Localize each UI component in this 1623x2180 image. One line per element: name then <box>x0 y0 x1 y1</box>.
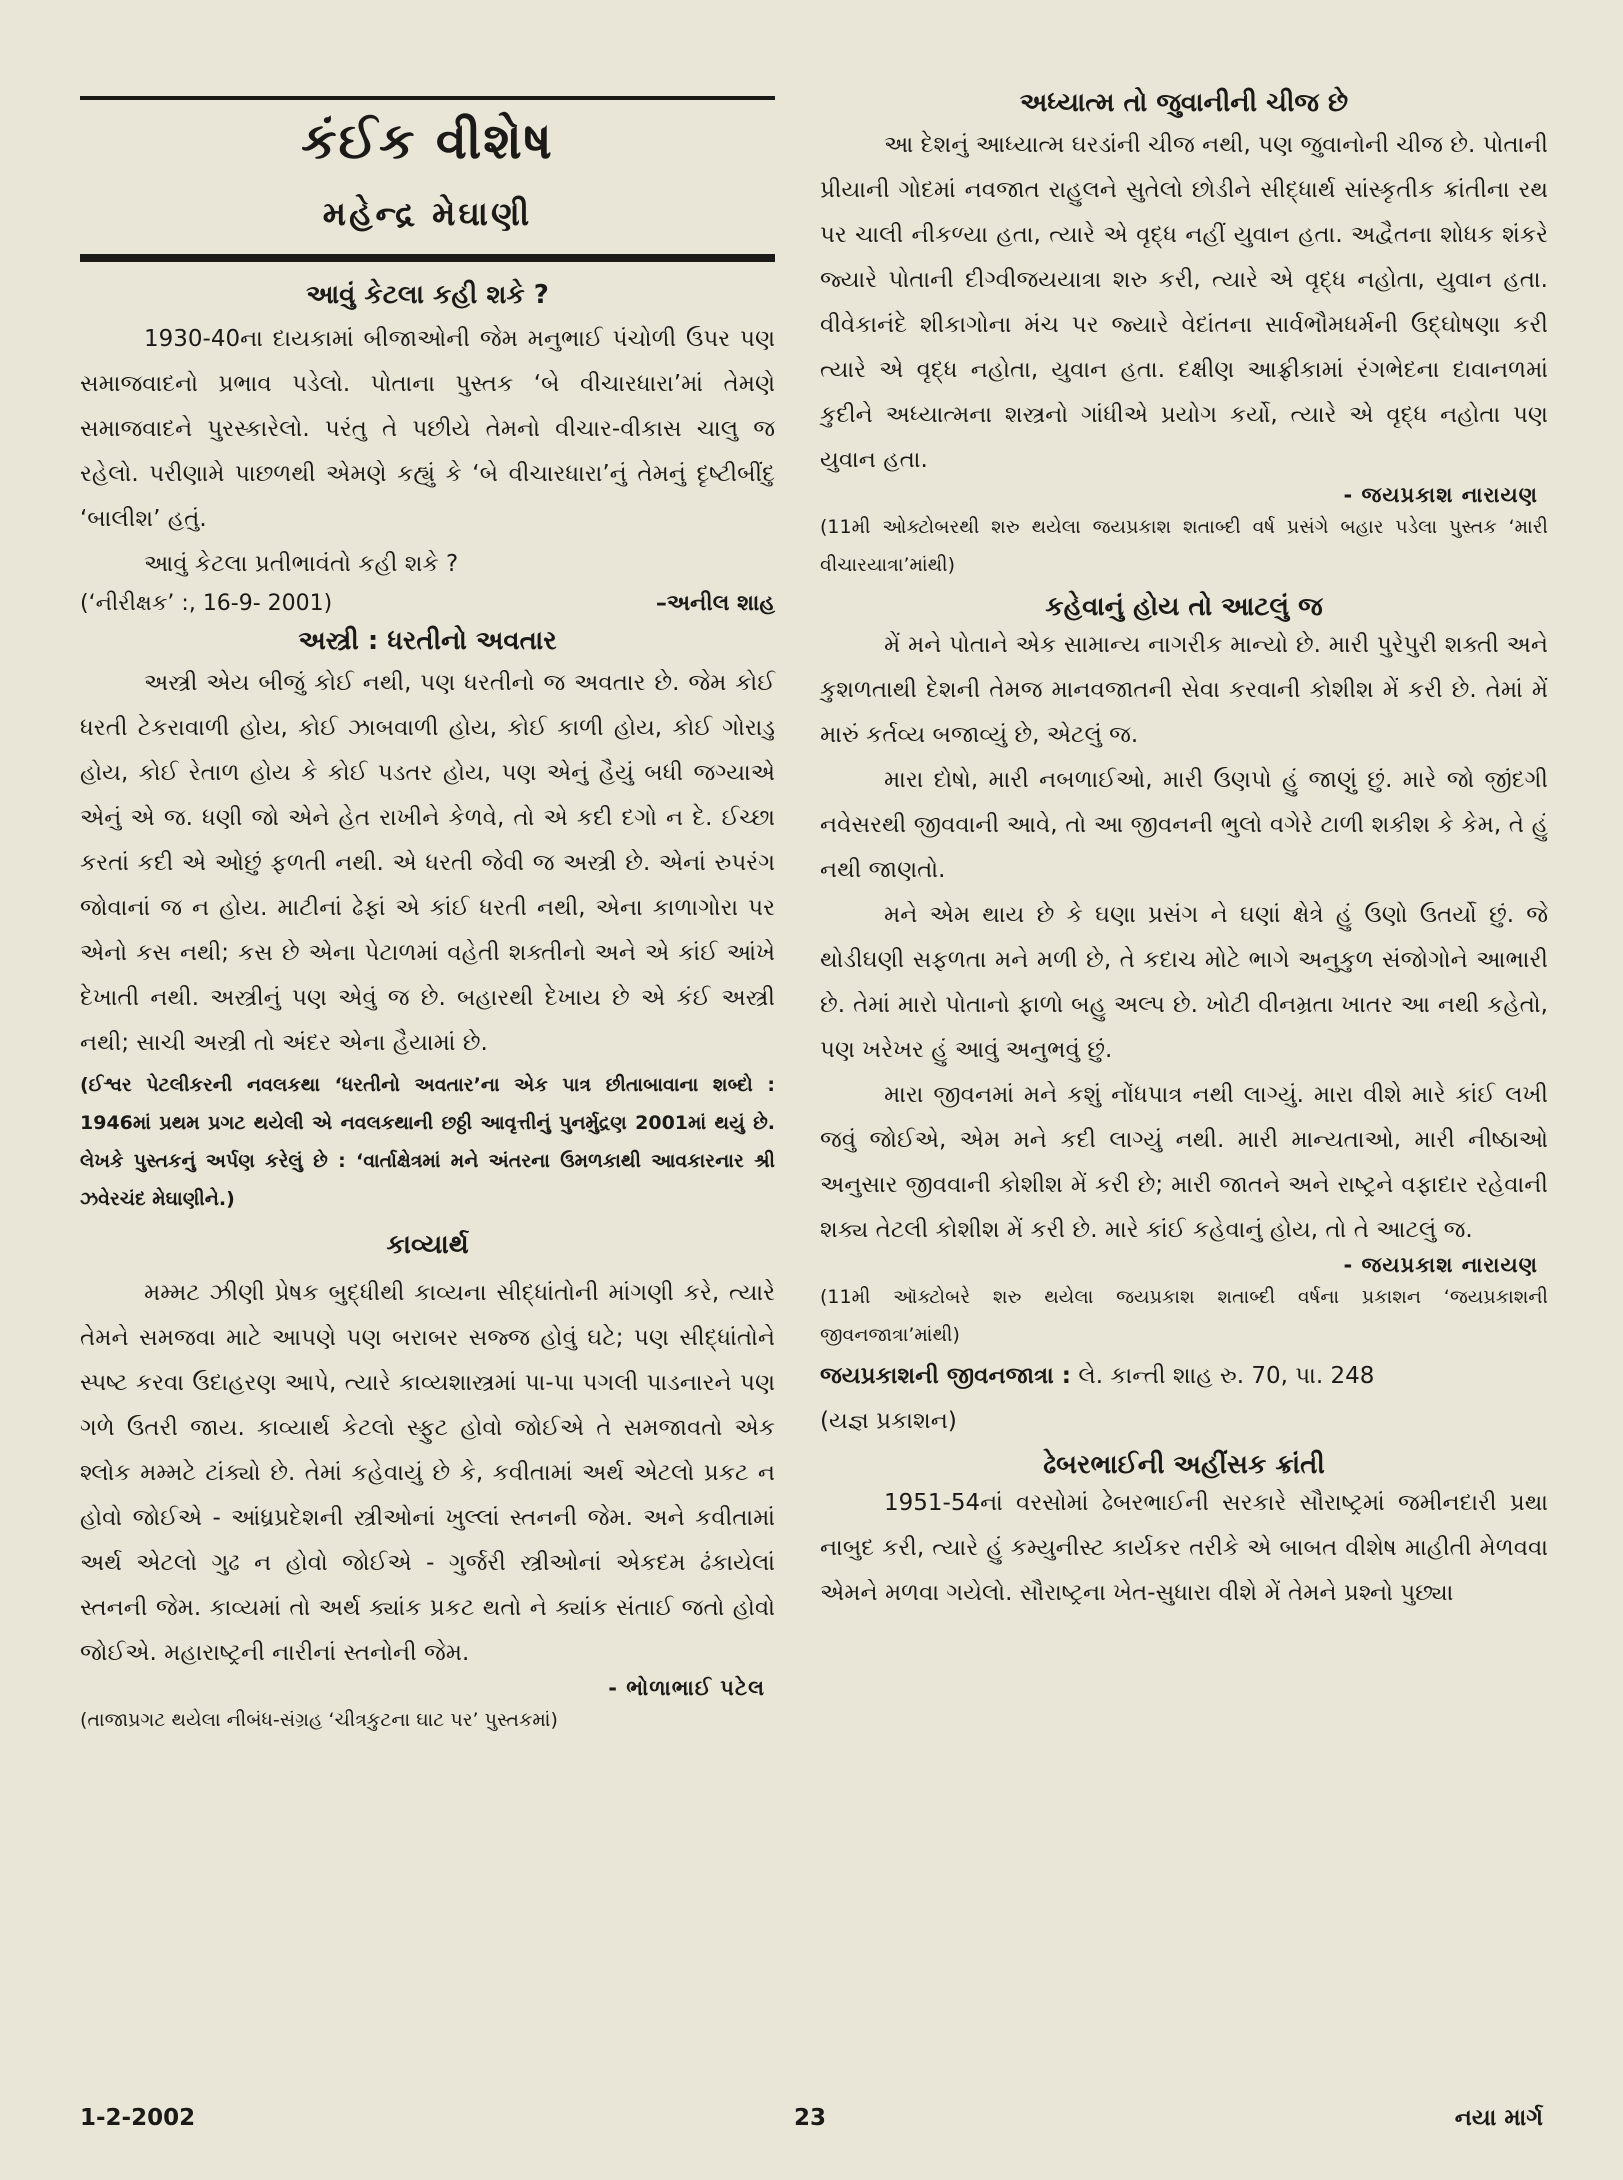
article-heading: કહેવાનું હોય તો આટલું જ <box>1045 592 1323 622</box>
column-author: મહેન્દ્ર મેઘાણી <box>322 194 533 233</box>
article-paragraph: આવું કેટલા પ્રતીભાવંતો કહી શકે ? <box>144 551 459 577</box>
article-paragraph: મેં મને પોતાને એક સામાન્ય નાગરીક માન્યો છે. મારી પુરેપુરી શક્તી અને કુશળતાથી દેશની તેમજ માનવજાતની સેવા કરવાની કોશીશ મેં કરી છે. તેમાં મેં મારું કર્તવ્ય બજાવ્યું છે, એટલું જ. <box>820 632 1548 748</box>
magazine-name: નયા માર્ગ <box>1454 2105 1543 2131</box>
article-signature: - જયપ્રકાશ નારાયણ <box>1343 483 1538 507</box>
issue-date: 1-2-2002 <box>80 2105 196 2131</box>
article-signature: - જયપ્રકાશ નારાયણ <box>1343 1253 1538 1277</box>
article-heading: કાવ્યાર્થ <box>386 1230 469 1260</box>
column-title: કંઈક વીશેષ <box>301 112 554 170</box>
article-astri <box>80 626 775 1218</box>
article-kavyarth <box>80 1230 775 1739</box>
right-column <box>820 88 1548 1616</box>
book-title: જયપ્રકાશની જીવનજાત્રા : <box>820 1363 1072 1389</box>
article-note: (ઈશ્વર પેટલીકરની નવલકથા ‘ધરતીનો અવતાર’ના એક પાત્ર છીતાબાવાના શબ્દો : 1946માં પ્રથમ પ્રગટ થયેલી એ નવલકથાની છઠ્ઠી આવૃત્તીનું પુનર્મુદ્રણ 2001માં થયું છે. લેખકે પુસ્તકનું અર્પણ કરેલું છે : ‘વાર્તાક્ષેત્રમાં મને અંતરના ઉમળકાથી આવકારનાર શ્રી ઝવેરચંદ મેઘાણીને.) <box>80 1074 775 1210</box>
article-heading: આવું કેટલા કહી શકે ? <box>306 280 549 310</box>
book-info <box>820 1354 1548 1399</box>
masthead-top-rule <box>80 96 775 100</box>
article-note: (11મી ઓક્ટોબરથી શરુ થયેલા જયપ્રકાશ શતાબ્દી વર્ષ પ્રસંગે બહાર પડેલા પુસ્તક ‘મારી વીચારયાત્રા’માંથી) <box>820 516 1548 576</box>
article-kahevanu <box>820 592 1548 1444</box>
article-note: (તાજાપ્રગટ થયેલા નીબંધ-સંગ્રહ ‘ચીત્રકુટના ઘાટ પર’ પુસ્તકમાં) <box>80 1709 558 1731</box>
article-aavu-ketla <box>80 280 775 616</box>
book-publisher: (યજ્ઞ પ્રકાશન) <box>820 1408 957 1434</box>
article-paragraph: 1951-54નાં વરસોમાં ઢેબરભાઈની સરકારે સૌરાષ્ટ્રમાં જમીનદારી પ્રથા નાબુદ કરી, ત્યારે હું કમ્યુનીસ્ટ કાર્યકર તરીકે એ બાબત વીશેષ માહીતી મેળવવા એમને મળવા ગયેલો. સૌરાષ્ટ્રના ખેત-સુધારા વીશે મેં તેમને પ્રશ્નો પુછ્યા <box>820 1490 1548 1606</box>
article-paragraph: અસ્ત્રી એય બીજું કોઈ નથી, પણ ધરતીનો જ અવતાર છે. જેમ કોઈ ધરતી ટેકરાવાળી હોય, કોઈ ઝાબવાળી હોય, કોઈ કાળી હોય, કોઈ ગોરાડુ હોય, કોઈ રેતાળ હોય કે કોઈ પડતર હોય, પણ એનું હૈયું બધી જગ્યાએ એનું એ જ. ધણી જો એને હેત રાખીને કેળવે, તો એ કદી દગો ન દે. ઈચ્છા કરતાં કદી એ ઓછું ફળતી નથી. એ ધરતી જેવી જ અસ્ત્રી છે. એનાં રુપરંગ જોવાનાં જ ન હોય. માટીનાં ઢેફાં એ કાંઈ ધરતી નથી, એના કાળાગોરા પર એનો કસ નથી; કસ છે એના પેટાળમાં વહેતી શક્તીનો અને એ કાંઈ આંખે દેખાતી નથી. અસ્ત્રીનું પણ એવું જ છે. બહારથી દેખાય છે એ કંઈ અસ્ત્રી નથી; સાચી અસ્ત્રી તો અંદર એના હૈયામાં છે. <box>80 670 775 1056</box>
article-heading: અધ્યાત્મ તો જુવાનીની ચીજ છે <box>1019 88 1349 118</box>
book-details: લે. કાન્તી શાહ રુ. 70, પા. 248 <box>1078 1363 1375 1389</box>
article-dhebarbhai <box>820 1450 1548 1616</box>
page-number: 23 <box>793 2105 826 2131</box>
article-paragraph: આ દેશનું આધ્યાત્મ ઘરડાંની ચીજ નથી, પણ જુવાનોની ચીજ છે. પોતાની પ્રીયાની ગોદમાં નવજાત રાહુલને સુતેલો છોડીને સીદ્ધાર્થ સાંસ્કૃતીક ક્રાંતીના રથ પર ચાલી નીકળ્યા હતા, ત્યારે એ વૃદ્ધ નહીં યુવાન હતા. અદ્વૈતના શોધક શંકરે જ્યારે પોતાની દીગ્વીજયયાત્રા શરુ કરી, ત્યારે એ વૃદ્ધ નહોતા, યુવાન હતા. વીવેકાનંદે શીકાગોના મંચ પર જ્યારે વેદાંતના સાર્વભૌમધર્મની ઉદ્ઘોષણા કરી ત્યારે એ વૃદ્ધ નહોતા, યુવાન હતા. દક્ષીણ આફ્રીકામાં રંગભેદના દાવાનળમાં કુદીને અધ્યાત્મના શસ્ત્રનો ગાંધીએ પ્રયોગ કર્યો, ત્યારે એ વૃદ્ધ નહોતા પણ યુવાન હતા. <box>820 132 1548 473</box>
article-paragraph: 1930-40ના દાયકામાં બીજાઓની જેમ મનુભાઈ પંચોળી ઉપર પણ સમાજવાદનો પ્રભાવ પડેલો. પોતાના પુસ્તક ‘બે વીચારધારા’માં તેમણે સમાજવાદને પુરસ્કારેલો. પરંતુ તે પછીયે તેમનો વીચાર-વીકાસ ચાલુ જ રહેલો. પરીણામે પાછળથી એમણે કહ્યું કે ‘બે વીચારધારા’નું તેમનું દૃષ્ટીબીંદુ ‘બાલીશ’ હતું. <box>80 326 775 532</box>
article-paragraph: મમ્મટ ઝીણી પ્રેષક બુદ્ધીથી કાવ્યના સીદ્ધાંતોની માંગણી કરે, ત્યારે તેમને સમજવા માટે આપણે પણ બરાબર સજ્જ હોવું ઘટે; પણ સીદ્ધાંતોને સ્પષ્ટ કરવા ઉદાહરણ આપે, ત્યારે કાવ્યશાસ્ત્રમાં પા-પા પગલી પાડનારને પણ ગળે ઉતરી જાય. કાવ્યાર્થ કેટલો સ્ફુટ હોવો જોઈએ તે સમજાવતો એક શ્લોક મમ્મટે ટાંક્યો છે. તેમાં કહેવાયું છે કે, કવીતામાં અર્થ એટલો પ્રકટ ન હોવો જોઈએ - આંધ્રપ્રદેશની સ્ત્રીઓનાં ખુલ્લાં સ્તનની જેમ. અને કવીતામાં અર્થ એટલો ગુઢ ન હોવો જોઈએ - ગુર્જરી સ્ત્રીઓનાં એકદમ ઢંકાયેલાં સ્તનની જેમ. કાવ્યમાં તો અર્થ ક્યાંક પ્રકટ થતો ને ક્યાંક સંતાઈ જતો હોવો જોઈએ. મહારાષ્ટ્રની નારીનાં સ્તનોની જેમ. <box>80 1280 775 1666</box>
article-note: (11મી ઑક્ટોબરે શરુ થયેલા જયપ્રકાશ શતાબ્દી વર્ષના પ્રકાશન ‘જયપ્રકાશની જીવનજાત્રા’માંથી) <box>820 1286 1548 1346</box>
article-heading: ઢેબરભાઈની અહીંસક ક્રાંતી <box>1043 1450 1325 1480</box>
article-paragraph: મારા જીવનમાં મને કશું નોંધપાત્ર નથી લાગ્યું. મારા વીશે મારે કાંઈ લખી જવું જોઈએ, એમ મને કદી લાગ્યું નથી. મારી માન્યતાઓ, મારી નીષ્ઠાઓ અનુસાર જીવવાની કોશીશ મેં કરી છે; મારી જાતને અને રાષ્ટ્રને વફાદાર રહેવાની શક્ય તેટલી કોશીશ મેં કરી છે. મારે કાંઈ કહેવાનું હોય, તો તે આટલું જ. <box>820 1082 1548 1243</box>
article-adhyatma <box>820 88 1548 584</box>
article-signature: –અનીલ શાહ <box>655 591 775 616</box>
article-source: (‘નીરીક્ષક’ :, 16-9- 2001) <box>80 591 333 616</box>
article-signature: - ભોળાભાઈ પટેલ <box>608 1676 765 1700</box>
article-paragraph: મને એમ થાય છે કે ઘણા પ્રસંગ ને ઘણાં ક્ષેત્રે હું ઉણો ઉતર્યો છું. જે થોડીઘણી સફળતા મને મળી છે, તે કદાચ મોટે ભાગે અનુકુળ સંજોગોને આભારી છે. તેમાં મારો પોતાનો ફાળો બહુ અલ્પ છે. ખોટી વીનમ્રતા ખાતર આ નથી કહેતો, પણ ખરેખર હું આવું અનુભવું છું. <box>820 902 1548 1063</box>
article-heading: અસ્ત્રી : ધરતીનો અવતાર <box>298 626 557 656</box>
masthead-bottom-rule <box>80 254 775 262</box>
source-row <box>80 591 775 616</box>
article-paragraph: મારા દોષો, મારી નબળાઈઓ, મારી ઉણપો હું જાણું છું. મારે જો જીંદગી નવેસરથી જીવવાની આવે, તો આ જીવનની ભુલો વગેરે ટાળી શકીશ કે કેમ, તે હું નથી જાણતો. <box>820 767 1548 883</box>
left-column <box>80 280 775 1739</box>
